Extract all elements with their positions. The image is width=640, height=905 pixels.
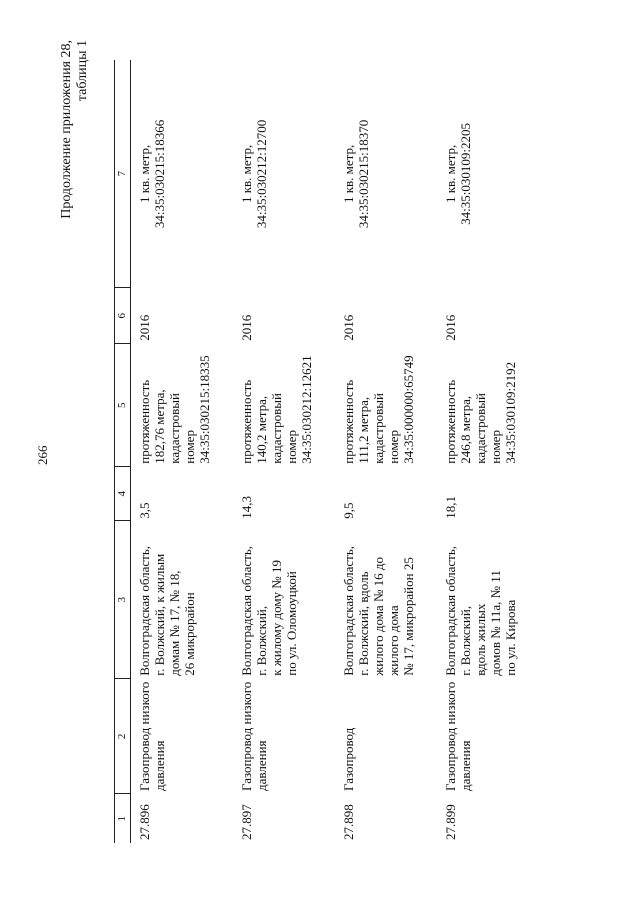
land-cadastre-line: 1 кв. метр, (239, 144, 254, 204)
object-name-line: Газопровод низкого (137, 681, 152, 791)
object-description-cell (131, 344, 234, 467)
land-cadastre-cell (233, 60, 335, 288)
object-address-cell (335, 521, 437, 679)
object-year-cell: 2016 (443, 314, 458, 341)
table-row (437, 60, 539, 843)
object-description-line: кадастровый (269, 393, 284, 464)
page-number: 266 (35, 445, 50, 465)
header-col-3: 3 (115, 521, 131, 679)
object-address-line: Волгоградская область, (137, 545, 152, 676)
object-address-line: Волгоградская область, (443, 545, 458, 676)
object-address-line: домов № 11а, № 11 (488, 570, 503, 676)
land-cadastre-line: 34:35:030212:12700 (254, 119, 269, 229)
object-description-line: номер (488, 430, 503, 464)
object-description-line: 111,2 метра, (356, 396, 371, 464)
object-address-line: г. Волжский, вдоль (356, 571, 371, 676)
object-address-cell (437, 521, 539, 679)
object-description-line: 34:35:030215:18335 (197, 355, 212, 464)
table-body (131, 60, 540, 843)
row-number-cell: 27.897 (239, 804, 254, 840)
object-address-cell (131, 521, 234, 679)
object-year-cell: 2016 (239, 314, 254, 341)
object-address-line: г. Волжский, (458, 605, 473, 676)
header-col-7: 7 (115, 60, 131, 288)
object-name-line: Газопровод (341, 727, 356, 791)
object-description-line: номер (182, 430, 197, 464)
object-value-cell: 3,5 (137, 502, 152, 519)
table-row (335, 60, 437, 843)
object-description-line: протяженность (137, 379, 152, 464)
row-number-cell: 27.896 (137, 804, 152, 840)
object-address-line: жилого дома (386, 605, 401, 676)
object-description-line: номер (284, 430, 299, 464)
object-address-line: по ул. Кирова (503, 599, 518, 676)
object-address-line: Волгоградская область, (341, 545, 356, 676)
object-description-line: кадастровый (167, 393, 182, 464)
object-name-line: давления (254, 740, 269, 791)
header-col-6: 6 (115, 288, 131, 344)
object-address-line: к жилому дому № 19 (269, 560, 284, 676)
object-address-line: вдоль жилых (473, 603, 488, 676)
header-col-5: 5 (115, 344, 131, 467)
object-description-cell (335, 344, 437, 467)
object-address-line: г. Волжский, к жилым (152, 553, 167, 676)
object-name-cell (335, 679, 437, 794)
table-row (233, 60, 335, 843)
object-year-cell: 2016 (137, 314, 152, 341)
land-cadastre-line: 34:35:030215:18366 (152, 119, 167, 229)
object-name-cell (233, 679, 335, 794)
object-year-cell: 2016 (341, 314, 356, 341)
continuation-line-1: Продолжение приложения 28, (59, 40, 74, 219)
object-address-line: домам № 17, № 18, (167, 570, 182, 676)
row-number-cell: 27.899 (443, 804, 458, 840)
land-cadastre-line: 34:35:030109:2205 (458, 122, 473, 225)
object-description-line: протяженность (239, 379, 254, 464)
object-name-cell (437, 679, 539, 794)
object-name-line: Газопровод низкого (239, 681, 254, 791)
row-number-cell: 27.898 (341, 804, 356, 840)
land-cadastre-line: 1 кв. метр, (137, 144, 152, 204)
object-description-line: 246,8 метра, (458, 395, 473, 464)
object-address-line: г. Волжский, (254, 605, 269, 676)
object-description-line: кадастровый (473, 393, 488, 464)
object-description-line: 34:35:000000:65749 (401, 355, 416, 464)
object-description-line: номер (386, 430, 401, 464)
object-address-line: 26 микрорайон (182, 592, 197, 676)
object-address-cell (233, 521, 335, 679)
object-name-line: давления (458, 740, 473, 791)
header-col-1: 1 (115, 794, 131, 843)
table-row (131, 60, 234, 843)
object-value-cell: 18,1 (443, 496, 458, 519)
data-table (114, 60, 539, 843)
object-address-line: жилого дома № 16 до (371, 557, 386, 676)
land-cadastre-cell (437, 60, 539, 288)
object-address-line: Волгоградская область, (239, 545, 254, 676)
object-name-line: Газопровод низкого (443, 681, 458, 791)
header-col-2: 2 (115, 679, 131, 794)
object-description-line: протяженность (341, 379, 356, 464)
object-address-line: по ул. Оломоуцкой (284, 571, 299, 676)
land-cadastre-line: 1 кв. метр, (443, 144, 458, 204)
object-value-cell: 14,3 (239, 496, 254, 519)
land-cadastre-cell (131, 60, 234, 288)
header-row (115, 60, 131, 843)
object-description-line: 182,76 метра, (152, 389, 167, 464)
object-description-line: кадастровый (371, 393, 386, 464)
object-description-cell (437, 344, 539, 467)
land-cadastre-cell (335, 60, 437, 288)
land-cadastre-line: 34:35:030215:18370 (356, 119, 371, 229)
object-name-cell (131, 679, 234, 794)
object-description-line: 34:35:030212:12621 (299, 355, 314, 464)
object-address-line: № 17, микрорайон 25 (401, 557, 416, 676)
continuation-line-2: таблицы 1 (75, 40, 90, 102)
object-description-cell (233, 344, 335, 467)
object-description-line: 34:35:030109:2192 (503, 361, 518, 464)
land-cadastre-line: 1 кв. метр, (341, 144, 356, 204)
object-description-line: протяженность (443, 379, 458, 464)
continuation-heading (59, 40, 91, 219)
object-value-cell: 9,5 (341, 502, 356, 519)
object-name-line: давления (152, 740, 167, 791)
object-description-line: 140,2 метра, (254, 395, 269, 464)
header-col-4: 4 (115, 467, 131, 521)
